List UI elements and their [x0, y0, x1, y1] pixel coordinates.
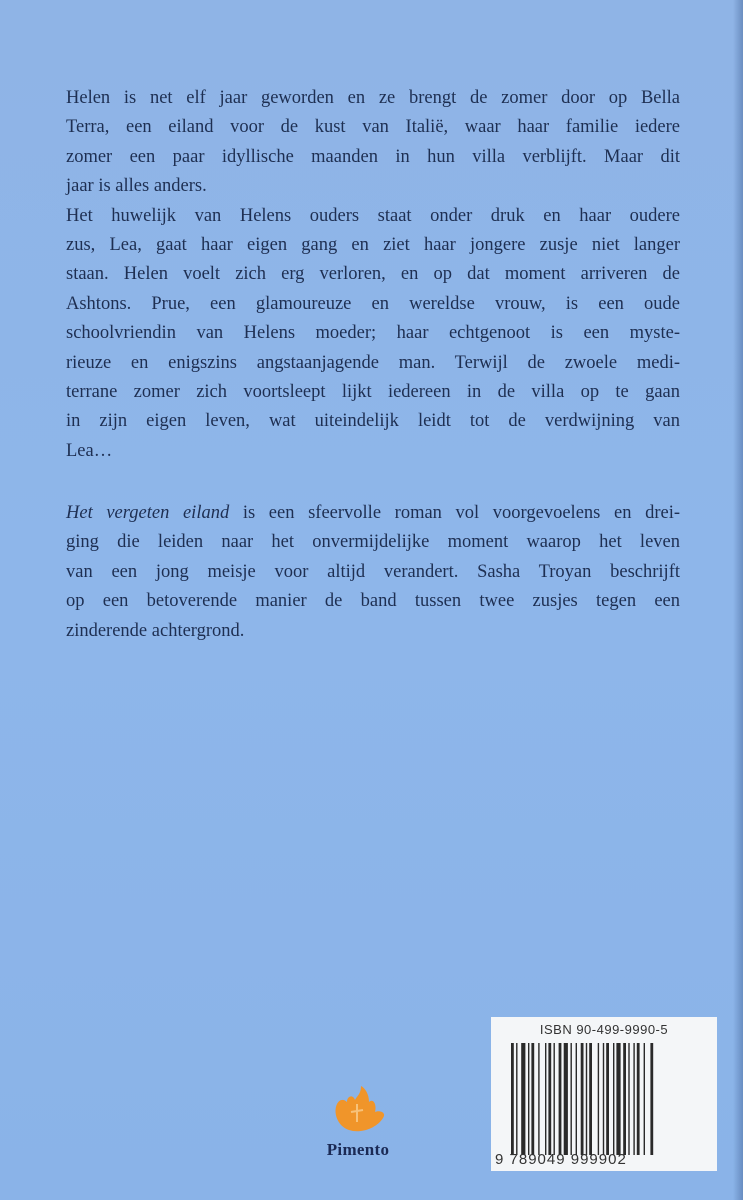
barcode-bar	[538, 1043, 539, 1155]
ean-number: 9 789049 999902	[495, 1151, 627, 1168]
blurb-line	[66, 587, 680, 616]
blurb-line-text: is een sfeervolle roman vol voorgevoelens en drei-	[229, 503, 680, 523]
blurb-line	[66, 84, 680, 113]
publisher-logo	[318, 1082, 398, 1160]
blurb-line	[66, 558, 680, 587]
blurb-line	[66, 617, 680, 646]
blurb-line-text: op een betoverende manier de band tussen twee zusjes tegen een	[66, 591, 680, 612]
blurb-line-text: staan. Helen voelt zich erg verloren, en op dat moment arriveren de	[66, 264, 680, 285]
barcode-bar	[564, 1043, 568, 1155]
blurb-line-text: zomer een paar idyllische maanden in hun villa verblijft. Maar dit	[66, 146, 680, 167]
blurb-line-text: zinderende achtergrond.	[66, 620, 245, 641]
publisher-name: Pimento	[326, 1140, 390, 1159]
blurb-line-text: in zijn eigen leven, wat uiteindelijk leidt tot de verdwijning van	[66, 411, 680, 432]
barcode-bar	[576, 1043, 577, 1155]
blurb-line-text: schoolvriendin van Helens moeder; haar echtgenoot is een myste-	[66, 323, 680, 344]
blurb-line	[66, 437, 680, 466]
blurb-line	[66, 378, 680, 407]
barcode-bar	[598, 1043, 599, 1155]
barcode-bar	[623, 1043, 626, 1155]
blurb-line	[66, 231, 680, 260]
barcode-bar	[603, 1043, 604, 1155]
blurb-line	[66, 349, 680, 378]
barcode-bar	[606, 1043, 609, 1155]
isbn-barcode	[491, 1017, 717, 1171]
blurb-line	[66, 113, 680, 142]
barcode-bars	[511, 1043, 701, 1155]
barcode-bar	[589, 1043, 592, 1155]
blurb-line-text: Het huwelijk van Helens ouders staat onder druk en haar oudere	[66, 205, 680, 226]
barcode-bar	[531, 1043, 534, 1155]
pepper-flame-icon	[327, 1082, 389, 1134]
blurb-paragraph-2	[66, 499, 680, 646]
barcode-bar	[554, 1043, 555, 1155]
blurb-line-text: terrane zomer zich voortsleept lijkt iedereen in de villa op te gaan	[66, 381, 680, 402]
barcode-bar	[586, 1043, 587, 1155]
barcode-bar	[548, 1043, 551, 1155]
barcode-bar	[516, 1043, 517, 1155]
barcode-bar	[581, 1043, 584, 1155]
blurb-line-text: Helen is net elf jaar geworden en ze brengt de zomer door op Bella	[66, 88, 680, 108]
blurb-line	[66, 528, 680, 557]
blurb-line-text: van een jong meisje voor altijd verandert. Sasha Troyan beschrijft	[66, 561, 680, 582]
blurb-line	[66, 143, 680, 172]
barcode-bar	[559, 1043, 562, 1155]
barcode-bar	[616, 1043, 620, 1155]
blurb-line	[66, 499, 680, 528]
barcode-bar	[511, 1043, 514, 1155]
blurb-paragraph-1	[66, 84, 680, 466]
blurb-line-text: jaar is alles anders.	[66, 176, 207, 197]
barcode-bar	[613, 1043, 614, 1155]
blurb-line	[66, 172, 680, 201]
barcode-bar	[571, 1043, 572, 1155]
blurb-line	[66, 260, 680, 289]
blurb-line	[66, 407, 680, 436]
barcode-bar	[545, 1043, 546, 1155]
barcode-bar	[528, 1043, 529, 1155]
blurb-line	[66, 290, 680, 319]
blurb-line-text: Ashtons. Prue, een glamoureuze en wereldse vrouw, is een oude	[66, 293, 680, 314]
blurb-line-text: rieuze en enigszins angstaanjagende man. Terwijl de zwoele medi-	[66, 352, 680, 373]
barcode-bar	[650, 1043, 653, 1155]
book-title: Het vergeten eiland	[66, 503, 230, 523]
barcode-bar	[637, 1043, 640, 1155]
blurb-line-text: Terra, een eiland voor de kust van Italië, waar haar familie iedere	[66, 117, 680, 138]
blurb-line-text: zus, Lea, gaat haar eigen gang en ziet haar jongere zusje niet langer	[66, 234, 680, 255]
barcode-bar	[628, 1043, 629, 1155]
blurb-line-text: ging die leiden naar het onvermijdelijke moment waarop het leven	[66, 532, 680, 553]
blurb-line	[66, 319, 680, 348]
cover-edge-shadow	[733, 0, 743, 1200]
barcode-bar	[633, 1043, 634, 1155]
isbn-number: ISBN 90-499-9990-5	[539, 1022, 669, 1037]
blurb-line-text: Lea…	[66, 440, 113, 461]
blurb-line	[66, 202, 680, 231]
barcode-bar	[521, 1043, 525, 1155]
barcode-bar	[644, 1043, 645, 1155]
